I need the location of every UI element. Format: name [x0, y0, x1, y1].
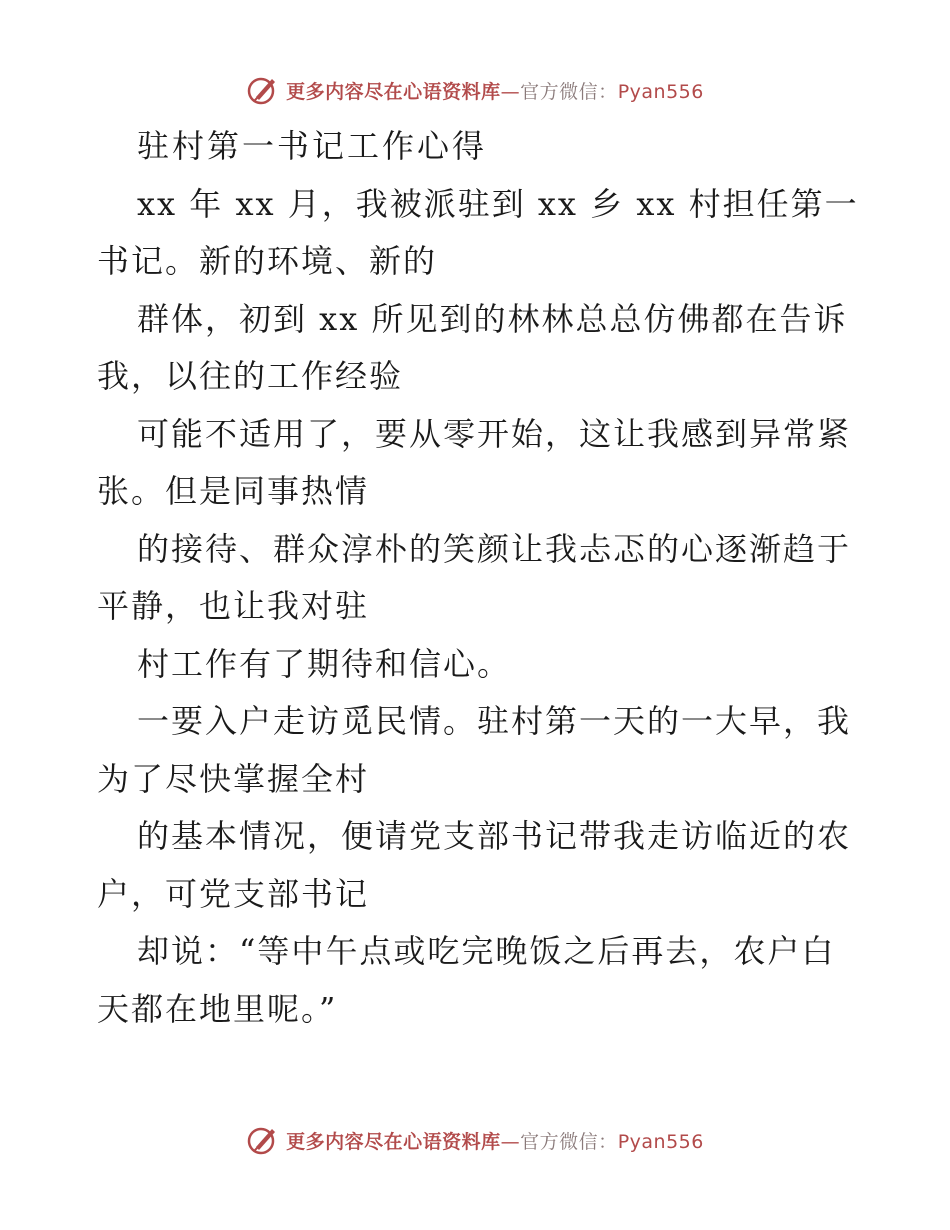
quill-logo-icon [246, 73, 280, 107]
paragraph-line: 天都在地里呢。” [97, 989, 338, 1028]
watermark-text [286, 77, 704, 104]
watermark-label: 官方微信： [520, 80, 618, 103]
paragraph-line: 张。但是同事热情 [97, 472, 370, 510]
paragraph-line: 户，可党支部书记 [97, 874, 370, 913]
watermark-label: 官方微信： [520, 1130, 618, 1153]
document-body [97, 118, 857, 1038]
paragraph-line: 群体，初到 xx 所见到的林林总总仿佛都在告诉 [137, 299, 848, 338]
paragraph-line: 却说：“等中午点或吃完晚饭之后再去，农户白 [137, 932, 836, 970]
header-watermark [0, 70, 950, 110]
paragraph-line: 村工作有了期待和信心。 [137, 644, 512, 683]
paragraph-line: 平静，也让我对驻 [97, 587, 370, 625]
paragraph-line: 可能不适用了，要从零开始，这让我感到异常紧 [137, 414, 852, 453]
footer-watermark [0, 1120, 950, 1160]
watermark-text [286, 1127, 704, 1154]
watermark-dash: — [500, 1130, 521, 1153]
watermark-site: 更多内容尽在心语资料库 [286, 1130, 501, 1153]
watermark-dash: — [500, 80, 521, 103]
watermark-site: 更多内容尽在心语资料库 [286, 80, 501, 103]
paragraph-line: xx 年 xx 月，我被派驻到 xx 乡 xx 村担任第一 [137, 184, 859, 223]
paragraph-line: 的基本情况，便请党支部书记带我走访临近的农 [137, 817, 852, 855]
quill-logo-icon [246, 1123, 280, 1157]
paragraph-line: 我，以往的工作经验 [97, 357, 404, 395]
watermark-account: Pyan556 [617, 1130, 704, 1153]
watermark-account: Pyan556 [617, 80, 704, 103]
paragraph-line: 一要入户走访觅民情。驻村第一天的一大早，我 [137, 702, 852, 740]
document-title: 驻村第一书记工作心得 [137, 127, 488, 165]
paragraph-line: 为了尽快掌握全村 [97, 759, 370, 798]
paragraph-line: 书记。新的环境、新的 [97, 242, 438, 280]
paragraph-line: 的接待、群众淳朴的笑颜让我忐忑的心逐渐趋于 [137, 529, 852, 568]
